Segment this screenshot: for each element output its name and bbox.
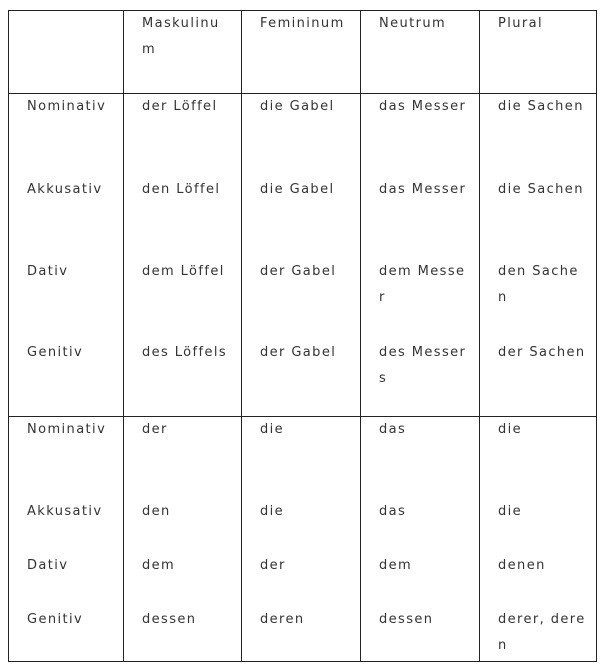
table-cell: die Sachen — [480, 94, 597, 178]
table-row — [9, 259, 597, 340]
table-cell: die — [242, 499, 361, 553]
table-cell: der Löffel — [124, 94, 242, 178]
table-cell: der — [124, 416, 242, 499]
table-cell: dessen — [124, 607, 242, 662]
header-cell-maskulinum: Maskulinum — [124, 11, 242, 94]
table-cell: die Sachen — [480, 177, 597, 258]
table-cell: das Messer — [361, 94, 480, 178]
table-cell: dessen — [361, 607, 480, 662]
header-row — [9, 11, 597, 94]
table-cell: dem — [124, 553, 242, 607]
table-cell: des Messers — [361, 340, 480, 416]
table-cell: das Messer — [361, 177, 480, 258]
table-cell: die Gabel — [242, 94, 361, 178]
table-cell: der Sachen — [480, 340, 597, 416]
header-cell-femininum: Femininum — [242, 11, 361, 94]
case-label: Nominativ — [9, 416, 124, 499]
table-cell: den — [124, 499, 242, 553]
table-cell: deren — [242, 607, 361, 662]
table-row — [9, 416, 597, 499]
table-cell: das — [361, 499, 480, 553]
table-cell: der — [242, 553, 361, 607]
header-cell-neutrum: Neutrum — [361, 11, 480, 94]
table-row — [9, 177, 597, 258]
header-cell-empty — [9, 11, 124, 94]
table-cell: dem Löffel — [124, 259, 242, 340]
table-row — [9, 607, 597, 662]
table-row — [9, 94, 597, 178]
case-label: Akkusativ — [9, 177, 124, 258]
table-cell: die — [242, 416, 361, 499]
table-cell: die — [480, 416, 597, 499]
table-row — [9, 499, 597, 553]
case-label: Genitiv — [9, 340, 124, 416]
case-label: Nominativ — [9, 94, 124, 178]
header-cell-plural: Plural — [480, 11, 597, 94]
table-cell: dem — [361, 553, 480, 607]
declension-table — [8, 10, 597, 662]
case-label: Dativ — [9, 259, 124, 340]
table-cell: der Gabel — [242, 259, 361, 340]
table-row — [9, 340, 597, 416]
table-cell: der Gabel — [242, 340, 361, 416]
table-cell: derer, deren — [480, 607, 597, 662]
case-label: Akkusativ — [9, 499, 124, 553]
table-row — [9, 553, 597, 607]
table-cell: denen — [480, 553, 597, 607]
table-cell: den Sachen — [480, 259, 597, 340]
table-cell: die Gabel — [242, 177, 361, 258]
case-label: Dativ — [9, 553, 124, 607]
table-cell: dem Messer — [361, 259, 480, 340]
case-label: Genitiv — [9, 607, 124, 662]
table-cell: die — [480, 499, 597, 553]
table-cell: des Löffels — [124, 340, 242, 416]
table-cell: das — [361, 416, 480, 499]
table-cell: den Löffel — [124, 177, 242, 258]
